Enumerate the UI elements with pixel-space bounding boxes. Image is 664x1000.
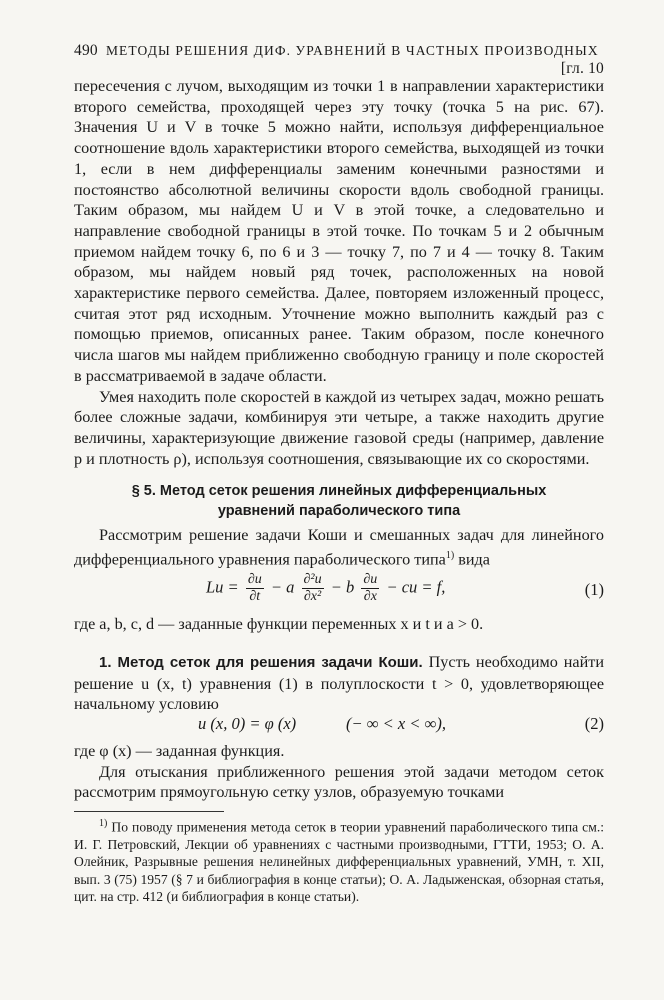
fraction-du-dt xyxy=(246,572,264,605)
equation-2-number: (2) xyxy=(584,714,604,733)
footnote-divider xyxy=(74,811,224,812)
equation-2-range: (− ∞ < x < ∞), xyxy=(346,714,446,733)
section-title xyxy=(74,481,604,521)
where-text-block xyxy=(74,614,604,635)
phi-definition: где φ (x) — заданная функция. xyxy=(74,742,285,760)
equation-1 xyxy=(74,568,604,608)
paragraph-continuation: пересечения с лучом, выходящим из точки 1 в направлении характеристики второго семейства, проходящей через эту точку (точка 5 на рис. 67). Значения U и V в точке 5 можно найти, используя дифференциальное соотношение вдоль характеристики второго семейства, выходящей из точки 1, если в нем дифференциалы заменим конечными разностями и постоянство абсолютной величины скорости вдоль свободной границы. Таким образом, мы найдем U и V в этой точке, а следовательно и направление свободной границы в этой точке. По точкам 5 и 2 обычным приемом найдем точку 6, по 6 и 3 — точку 7, по 7 и 4 — точку 8. Таким образом, мы найдем новый ряд точек, расположенных на новой характеристике первого семейства. Далее, повторяем изложенный процесс, считая этот ряд исходным. Уточнение можно выполнить каждый раз с помощью приемов, описанных ранее. Таким образом, после конечного числа шагов мы найдем приближенно свободную границу и поле скоростей в рассматриваемой в задаче области. xyxy=(74,77,604,385)
footnote-paragraph xyxy=(74,815,604,906)
equation-1-expression xyxy=(206,572,445,605)
fraction-du-dx xyxy=(361,572,379,605)
page-number: 490 xyxy=(74,42,98,59)
equation-2-expression: u (x, 0) = φ (x) xyxy=(198,714,297,733)
eq1-rest: − cu = f, xyxy=(386,577,446,597)
frac-num: ∂²u xyxy=(303,572,322,587)
subsection-paragraph xyxy=(74,652,604,715)
equation-1-number: (1) xyxy=(584,580,604,599)
subsection-title: 1. Метод сеток для решения задачи Коши. xyxy=(99,654,423,671)
fraction-d2u-dx2 xyxy=(302,572,324,605)
top-text-block xyxy=(74,76,604,469)
paragraph-intro xyxy=(74,525,604,570)
frac-den: ∂x² xyxy=(303,589,322,604)
paragraph-velocity-field: Умея находить поле скоростей в каждой из четырех задач, можно решать более сложные задачи, комбинируя эти четыре, а также находить другие величины, характеризующие движение газовой среды (например, давление p и плотность ρ), используя соотношения, связывающие их со скоростями. xyxy=(74,387,604,468)
frac-den: ∂t xyxy=(249,589,261,604)
subsection-text: Пусть необходимо найти решение u (x, t) уравнения (1) в полуплоскости t > 0, удовлетворяющее начальному условию xyxy=(74,653,604,714)
eq1-term-a: − a xyxy=(270,577,295,597)
footnote-ref: 1) xyxy=(445,549,455,561)
section-title-line-1: § 5. Метод сеток решения линейных дифференциальных xyxy=(131,483,547,499)
frac-num: ∂u xyxy=(247,572,262,587)
intro-text-block xyxy=(74,525,604,570)
bottom-text-block xyxy=(74,741,604,803)
where-clause: где a, b, c, d — заданные функции переменных x и t и a > 0. xyxy=(74,615,484,633)
subsection-block xyxy=(74,652,604,715)
frac-den: ∂x xyxy=(363,589,377,604)
equation-2 xyxy=(74,714,604,738)
footnote-text: По поводу применения метода сеток в теории уравнений параболического типа см.: И. Г. Петровский, Лекции об уравнениях с частными производными, ГТТИ, 1953; О. А. Олейник, Разрывные решения нелинейных дифференциальных уравнений, УМН, т. XII, вып. 3 (75) 1957 (§ 7 и библиография в конце статьи); О. А. Ладыженская, обзорная статья, цит. на стр. 412 (и библиография в конце статьи). xyxy=(74,819,604,905)
section-title-line-2: уравнений параболического типа xyxy=(217,503,461,519)
running-header xyxy=(74,42,604,78)
footnote xyxy=(74,815,604,906)
frac-num: ∂u xyxy=(363,572,378,587)
intro-text-end: вида xyxy=(454,550,490,569)
chapter-marker: [гл. 10 xyxy=(560,60,604,77)
footnote-marker: 1) xyxy=(99,818,108,829)
paragraph-grid: Для отыскания приближенного решения этой задачи методом сеток рассмотрим прямоугольную сетку узлов, образуемую точками xyxy=(74,762,604,802)
eq1-lhs: Lu = xyxy=(206,577,239,597)
eq1-term-b: − b xyxy=(330,577,355,597)
intro-text: Рассмотрим решение задачи Коши и смешанных задач для линейного дифференциального уравнения параболического типа xyxy=(74,526,604,569)
running-title: МЕТОДЫ РЕШЕНИЯ ДИФ. УРАВНЕНИЙ В ЧАСТНЫХ ПРОИЗВОДНЫХ xyxy=(105,43,599,58)
